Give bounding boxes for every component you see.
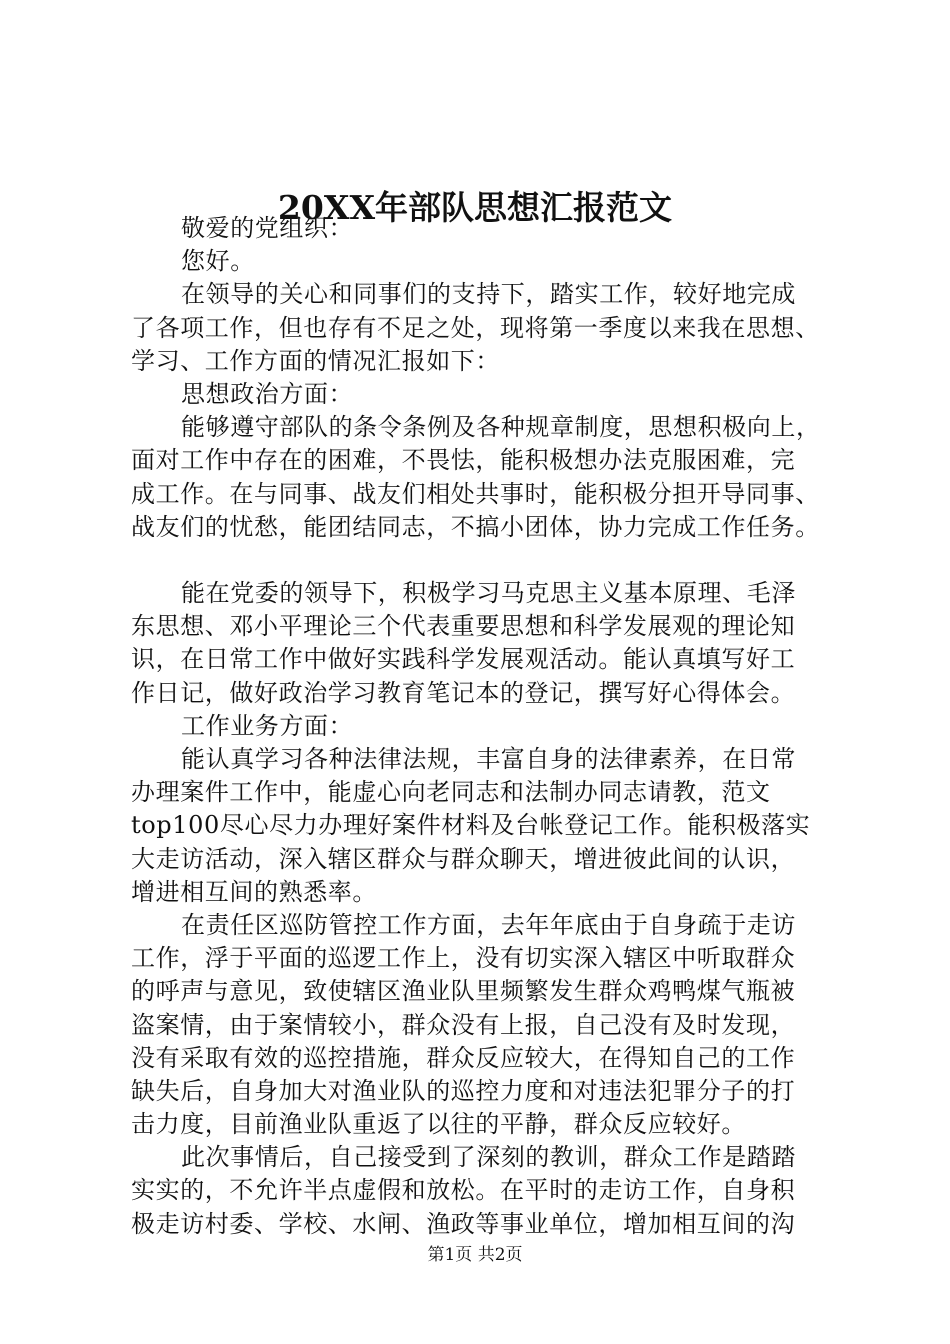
text-line: 面对工作中存在的困难，不畏怯，能积极想办法克服困难，完 <box>131 446 796 475</box>
section-heading: 工作业务方面： <box>181 711 354 740</box>
page-number-footer: 第1页 共2页 <box>427 1245 523 1265</box>
text-line: 能在党委的领导下，积极学习马克思主义基本原理、毛泽 <box>181 579 796 608</box>
text-line: 学习、工作方面的情况汇报如下： <box>131 346 500 375</box>
text-line: 增进相互间的熟悉率。 <box>131 877 377 906</box>
text-line: 的呼声与意见，致使辖区渔业队里频繁发生群众鸡鸭煤气瓶被 <box>131 977 796 1006</box>
text-line: 击力度，目前渔业队重返了以往的平静，群众反应较好。 <box>131 1110 746 1139</box>
document-title: 20XX年部队思想汇报范文 <box>277 188 673 227</box>
text-line: 实实的，不允许半点虚假和放松。在平时的走访工作，自身积 <box>131 1176 796 1205</box>
greeting-line: 您好。 <box>181 247 255 276</box>
text-line: 在责任区巡防管控工作方面，去年年底由于自身疏于走访 <box>181 910 796 939</box>
salutation-line: 敬爱的党组织： <box>181 214 354 242</box>
text-line: 战友们的忧愁，能团结同志，不搞小团体，协力完成工作任务。 <box>131 512 820 541</box>
text-line: 极走访村委、学校、水闸、渔政等事业单位，增加相互间的沟 <box>131 1209 796 1238</box>
text-line: 工作，浮于平面的巡逻工作上，没有切实深入辖区中听取群众 <box>131 944 796 973</box>
text-line: 盗案情，由于案情较小，群众没有上报，自己没有及时发现， <box>131 1010 796 1039</box>
text-line: 能够遵守部队的条令条例及各种规章制度，思想积极向上， <box>181 413 821 442</box>
text-line: 作日记，做好政治学习教育笔记本的登记，撰写好心得体会。 <box>131 678 796 707</box>
paragraph-gap <box>131 544 851 577</box>
text-line: 办理案件工作中，能虚心向老同志和法制办同志请教，范文 <box>131 778 771 807</box>
text-line: 成工作。在与同事、战友们相处共事时，能积极分担开导同事、 <box>131 479 820 508</box>
text-line: 没有采取有效的巡控措施，群众反应较大，在得知自己的工作 <box>131 1043 796 1072</box>
text-line: 缺失后，自身加大对渔业队的巡控力度和对违法犯罪分子的打 <box>131 1076 796 1105</box>
text-line: 在领导的关心和同事们的支持下，踏实工作，较好地完成 <box>181 280 796 309</box>
text-line: 了各项工作，但也存有不足之处，现将第一季度以来我在思想、 <box>131 313 820 342</box>
text-line: 东思想、邓小平理论三个代表重要思想和科学发展观的理论知 <box>131 612 796 641</box>
text-line: 大走访活动，深入辖区群众与群众聊天，增进彼此间的认识， <box>131 844 796 873</box>
text-line: 能认真学习各种法律法规，丰富自身的法律素养，在日常 <box>181 745 796 773</box>
section-heading: 思想政治方面： <box>181 379 354 408</box>
text-line: 此次事情后，自己接受到了深刻的教训，群众工作是踏踏 <box>181 1143 796 1172</box>
document-body <box>131 212 851 1241</box>
text-line: top100尽心尽力办理好案件材料及台帐登记工作。能积极落实 <box>131 811 811 840</box>
text-line: 识，在日常工作中做好实践科学发展观活动。能认真填写好工 <box>131 645 796 674</box>
